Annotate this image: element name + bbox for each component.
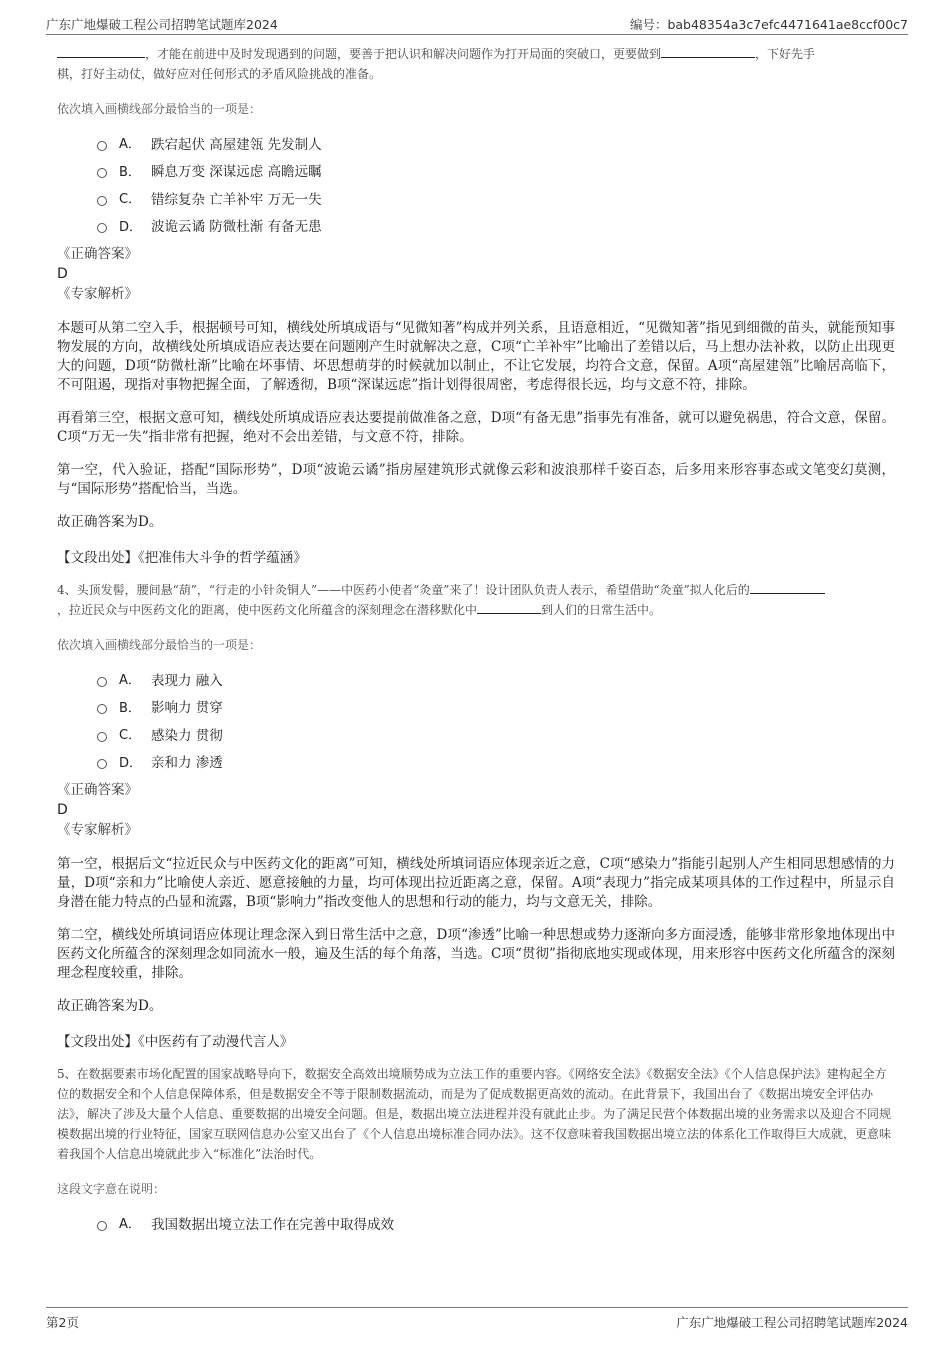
- radio-icon[interactable]: [97, 141, 107, 151]
- question-3: [57, 44, 895, 566]
- question-prompt: 依次填入画横线部分最恰当的一项是：: [57, 638, 262, 652]
- analysis-paragraph: 第一空，代入验证，搭配“国际形势”，D项“波诡云谲”指房屋建筑形式就像云彩和波浪那样千姿百态，后多用来形容事态或文笔变幻莫测，与“国际形势”搭配恰当，当选。: [57, 462, 895, 497]
- question-stem: ，才能在前进中及时发现遇到的问题，要善于把认识和解决问题作为打开局面的突破口，更要做到 ，下好先手 棋，打好主动仗，做好应对任何形式的矛盾风险挑战的准备。: [57, 47, 816, 81]
- answer-value: D: [57, 266, 68, 282]
- option-list: [57, 1209, 895, 1237]
- question-prompt: 这段文字意在说明：: [57, 1182, 166, 1196]
- radio-icon[interactable]: [97, 168, 107, 178]
- option-c[interactable]: C． 错综复杂 亡羊补牢 万无一失: [57, 184, 895, 212]
- question-4: [57, 580, 895, 1050]
- analysis-paragraph: 再看第三空，根据文意可知，横线处所填成语应表达要提前做准备之意，D项“有备无患”指事先有准备，就可以避免祸患，符合文意，保留。C项“万无一失”指非常有把握，绝对不会出差错，与文意不符，排除。: [57, 410, 895, 445]
- option-b[interactable]: B． 瞬息万变 深谋远虑 高瞻远瞩: [57, 157, 895, 185]
- analysis-conclusion: 故正确答案为D。: [57, 514, 163, 530]
- answer-blank: [477, 601, 541, 614]
- page-number: 第2页: [46, 1315, 79, 1330]
- source-citation: 【文段出处】《把准伟大斗争的哲学蕴涵》: [57, 550, 307, 566]
- answer-value: D: [57, 802, 68, 818]
- radio-icon[interactable]: [97, 223, 107, 233]
- option-d[interactable]: D． 波诡云谲 防微杜渐 有备无患: [57, 212, 895, 240]
- answer-label: 《正确答案》: [57, 782, 138, 798]
- answer-blank: [57, 45, 145, 58]
- answer-blank: [661, 45, 755, 58]
- option-d[interactable]: D． 亲和力 渗透: [57, 748, 895, 776]
- radio-icon[interactable]: [97, 196, 107, 206]
- header-title: 广东广地爆破工程公司招聘笔试题库2024: [46, 17, 278, 32]
- page-header: [46, 12, 908, 35]
- source-citation: 【文段出处】《中医药有了动漫代言人》: [57, 1034, 294, 1050]
- option-list: [57, 129, 895, 239]
- option-b[interactable]: B． 影响力 贯穿: [57, 693, 895, 721]
- analysis-conclusion: 故正确答案为D。: [57, 998, 163, 1014]
- analysis-label: 《专家解析》: [57, 822, 138, 838]
- radio-icon[interactable]: [97, 759, 107, 769]
- option-list: [57, 665, 895, 775]
- radio-icon[interactable]: [97, 704, 107, 714]
- option-c[interactable]: C． 感染力 贯彻: [57, 720, 895, 748]
- analysis-paragraph: 本题可从第二空入手，根据顿号可知，横线处所填成语与“见微知著”构成并列关系，且语意相近，“见微知著”指见到细微的苗头，就能预知事物发展的方向，故横线处所填成语应表达要在问题刚产生时就解决之意，C项“亡羊补牢”比喻出了差错以后，马上想办法补救，以防止出现更大的问题，D项“防微杜渐”比喻在坏事情、坏思想萌芽的时候就加以制止，不让它发展，均符合文意，保留。A项“高屋建瓴”比喻居高临下，不可阻遏，现指对事物把握全面，了解透彻，B项“深谋远虑”指计划得很周密，考虑得很长远，均与文意不符，排除。: [57, 320, 895, 393]
- option-a[interactable]: A． 跌宕起伏 高屋建瓴 先发制人: [57, 129, 895, 157]
- radio-icon[interactable]: [97, 1221, 107, 1231]
- answer-blank: [750, 581, 825, 594]
- question-stem: 4、头顶发髻，腰间悬“葫”，“行走的小针灸铜人”——中医药小使者“灸童”来了！设计团队负责人表示，希望借助“灸童”拟人化后的 ，拉近民众与中医药文化的距离，使中医药文化所蕴含的深刻理念在潜移默化中 到人们的日常生活中。: [57, 580, 895, 620]
- radio-icon[interactable]: [97, 732, 107, 742]
- question-prompt: 依次填入画横线部分最恰当的一项是：: [57, 102, 262, 116]
- question-5: [57, 1064, 895, 1237]
- analysis-label: 《专家解析》: [57, 286, 138, 302]
- page-footer: [46, 1307, 908, 1330]
- header-serial: 编号：bab48354a3c7efc4471641ae8ccf00c7: [629, 17, 908, 32]
- analysis-paragraph: 第二空，横线处所填词语应体现让理念深入到日常生活中之意，D项“渗透”比喻一种思想或势力逐渐向多方面浸透，能够非常形象地体现出中医药文化所蕴含的深刻理念如同流水一般，遍及生活的每个角落，当选。C项“贯彻”指彻底地实现或体现，用来形容中医药文化所蕴含的深刻理念程度较重，排除。: [57, 927, 895, 981]
- option-a[interactable]: A． 我国数据出境立法工作在完善中取得成效: [57, 1209, 895, 1237]
- option-a[interactable]: A． 表现力 融入: [57, 665, 895, 693]
- question-stem: 5、在数据要素市场化配置的国家战略导向下，数据安全高效出境顺势成为立法工作的重要内容。《网络安全法》《数据安全法》《个人信息保护法》建构起全方位的数据安全和个人信息保障体系，但是数据安全不等于限制数据流动，而是为了促成数据更高效的流动。在此背景下，我国出台了《数据出境安全评估办法》，解决了涉及大量个人信息、重要数据的出境安全问题。但是，数据出境立法进程并没有就此止步。为了满足民营个体数据出境的业务需求以及迎合不同规模数据出境的行业特征，国家互联网信息办公室又出台了《个人信息出境标准合同办法》。这不仅意味着我国数据出境立法的体系化工作取得巨大成就，更意味着我国个人信息出境就此步入“标准化”法治时代。: [57, 1067, 892, 1161]
- footer-title: 广东广地爆破工程公司招聘笔试题库2024: [676, 1315, 908, 1330]
- analysis-paragraph: 第一空，根据后文“拉近民众与中医药文化的距离”可知，横线处所填词语应体现亲近之意，C项“感染力”指能引起别人产生相同思想感情的力量，D项“亲和力”比喻使人亲近、愿意接触的力量，均可体现出拉近距离之意，保留。A项“表现力”指完成某项具体的工作过程中，所显示自身潜在能力特点的凸显和流露，B项“影响力”指改变他人的思想和行动的能力，均与文意无关，排除。: [57, 856, 895, 910]
- page-content: [57, 43, 895, 1237]
- answer-label: 《正确答案》: [57, 246, 138, 262]
- radio-icon[interactable]: [97, 677, 107, 687]
